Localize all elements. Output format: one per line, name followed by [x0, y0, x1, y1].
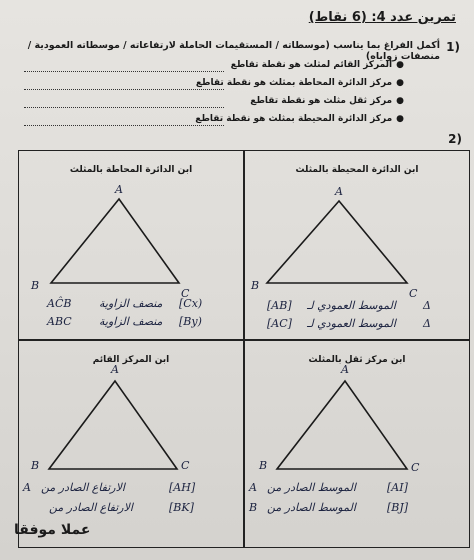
note2-segment: [AC]	[267, 317, 292, 330]
vertex-a-label: A	[341, 363, 349, 376]
vertex-b-label: B	[251, 279, 260, 292]
triangle-abc	[245, 341, 469, 547]
vertex-b-label: B	[31, 459, 40, 472]
note2-text: منصف الزاوية	[99, 315, 163, 328]
note1-text: الارتفاع الصادر من	[41, 481, 125, 494]
fill-item-label: مركز ثقل مثلث هو نقطة تقاطع	[250, 96, 393, 106]
note1-vertex: A	[23, 481, 31, 494]
note2-text: الموسط الصادر من	[267, 501, 356, 514]
vertex-b-label: B	[259, 459, 268, 472]
vertex-c-label: C	[181, 459, 190, 472]
exercise-title: تمرين عدد 4: (6 نقاط)	[308, 10, 456, 25]
note2-segment: [By)	[179, 315, 202, 328]
part2-number: 2)	[448, 132, 462, 146]
cell-orthocenter	[19, 341, 243, 547]
note1-text: منصف الزاوية	[99, 297, 163, 310]
cell-title: ابن الدائرة المحاطة بالمثلث	[69, 165, 193, 175]
fill-line-4	[24, 114, 404, 128]
vertex-c-label: C	[411, 461, 420, 474]
note2-text: الموسط العمودي لـ	[307, 317, 396, 330]
bullet-icon: ●	[396, 96, 404, 106]
cell-circumcircle	[245, 151, 469, 339]
note1-segment: [AH]	[169, 481, 196, 494]
bullet-icon: ●	[396, 114, 404, 124]
cell-title: ابن المركز القائم	[92, 355, 170, 365]
vertex-b-label: B	[31, 279, 40, 292]
fill-line-2	[24, 78, 404, 92]
cell-centroid	[245, 341, 469, 547]
bullet-icon: ●	[396, 60, 404, 70]
note1-angle: AĈB	[47, 297, 72, 310]
triangle-abc	[19, 151, 243, 339]
vertex-c-label: C	[181, 287, 190, 300]
note1-text: الموسط الصادر من	[267, 481, 356, 494]
fill-line-1	[24, 60, 404, 74]
note2-angle: ABC	[47, 315, 72, 328]
note2-vertex: B	[249, 501, 258, 514]
note2-text: الارتفاع الصادر من	[49, 501, 133, 514]
answer-blank[interactable]	[24, 89, 224, 90]
note1-vertex: A	[249, 481, 257, 494]
note1-segment: [AI]	[387, 481, 408, 494]
cell-incircle	[19, 151, 243, 339]
note2-segment: [BJ]	[387, 501, 409, 514]
triangle-abc	[19, 341, 243, 547]
cell-title: ابن الدائرة المحيطة بالمثلث	[295, 165, 419, 175]
note2-delta: Δ	[423, 317, 431, 330]
fill-item-label: مركز الدائرة المحاطة بمثلث هو نقطة تقاطع	[195, 78, 393, 88]
answer-blank[interactable]	[24, 71, 224, 72]
part1-number: 1)	[446, 40, 460, 54]
fill-item-label: المركز القائم لمثلث هو نقطة تقاطع	[230, 60, 393, 70]
vertex-a-label: A	[115, 183, 123, 196]
note2-segment: [BK]	[169, 501, 194, 514]
answer-blank[interactable]	[24, 125, 224, 126]
vertex-a-label: A	[335, 185, 343, 198]
note1-delta: Δ	[423, 299, 431, 312]
footer-wish: عملا موفقا	[14, 522, 91, 538]
vertex-c-label: C	[409, 287, 418, 300]
part1-instruction: أكمل الفراغ بما يناسب (موسطاته / المستقيمات الحاملة لارتفاعاته / موسطاته العمودية / منصفات زواياه)	[27, 40, 440, 62]
cell-title: ابن مركز ثقل بالمثلث	[308, 355, 406, 365]
note1-segment: [Cx)	[179, 297, 203, 310]
bullet-icon: ●	[396, 78, 404, 88]
answer-blank[interactable]	[24, 107, 224, 108]
construction-grid	[18, 150, 470, 548]
note1-text: الموسط العمودي لـ	[307, 299, 396, 312]
fill-item-label: مركز الدائرة المحيطة بمثلث هو نقطة تقاطع	[195, 114, 393, 124]
note1-segment: [AB]	[267, 299, 292, 312]
fill-line-3	[24, 96, 404, 110]
vertex-a-label: A	[111, 363, 119, 376]
